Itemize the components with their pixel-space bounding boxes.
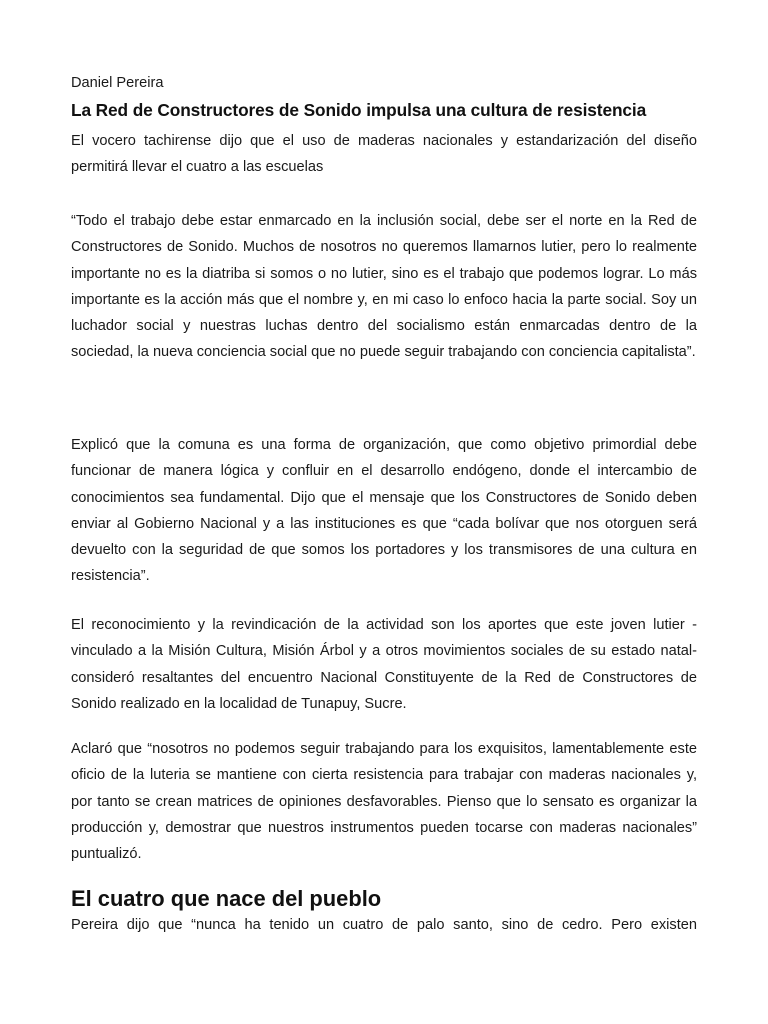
article-lead: El vocero tachirense dijo que el uso de maderas nacionales y estandarización del diseño permitirá llevar el cuatro a las escuelas xyxy=(71,133,697,176)
paragraph-4: Aclaró que “nosotros no podemos seguir trabajando para los exquisitos, lamentablemente este oficio de la luteria se mantiene con cierta resistencia para trabajar con maderas nacionales y, por tanto se crean matrices de opiniones desfavorables. Pienso que lo sensato es organizar la producción y, demostrar que nuestros instrumentos pueden tocarse con maderas nacionales” puntualizó. xyxy=(71,741,697,863)
document-page xyxy=(71,0,697,1024)
article-title: La Red de Constructores de Sonido impulsa una cultura de resistencia xyxy=(71,100,647,120)
paragraph-1: “Todo el trabajo debe estar enmarcado en la inclusión social, debe ser el norte en la Red de Constructores de Sonido. Muchos de nosotros no queremos llamarnos lutier, pero lo realmente importante no es la diatriba si somos o no lutier, sino es el trabajo que podemos lograr. Lo más importante es la acción más que el nombre y, en mi caso lo enfoco hacia la parte social. Soy un luchador social y nuestras luchas dentro del socialismo están enmarcadas dentro de la sociedad, la nueva conciencia social que no puede seguir trabajando con conciencia capitalista”. xyxy=(71,213,697,361)
section-subheading: El cuatro que nace del pueblo xyxy=(71,886,382,911)
paragraph-3: El reconocimiento y la revindicación de la actividad son los aportes que este joven lutier -vinculado a la Misión Cultura, Misión Árbol y a otros movimientos sociales de su estado natal- consideró resaltantes del encuentro Nacional Constituyente de la Red de Constructores de Sonido realizado en la localidad de Tunapuy, Sucre. xyxy=(71,617,697,712)
paragraph-2: Explicó que la comuna es una forma de organización, que como objetivo primordial debe funcionar de manera lógica y confluir en el desarrollo endógeno, donde el intercambio de conocimientos sea fundamental. Dijo que el mensaje que los Constructores de Sonido deben enviar al Gobierno Nacional y a las instituciones es que “cada bolívar que nos otorguen será devuelto con la seguridad de que somos los portadores y los transmisores de una cultura en resistencia”. xyxy=(71,437,697,585)
paragraph-5: Pereira dijo que “nunca ha tenido un cuatro de palo santo, sino de cedro. Pero existen xyxy=(71,917,697,933)
article-author: Daniel Pereira xyxy=(71,75,164,91)
